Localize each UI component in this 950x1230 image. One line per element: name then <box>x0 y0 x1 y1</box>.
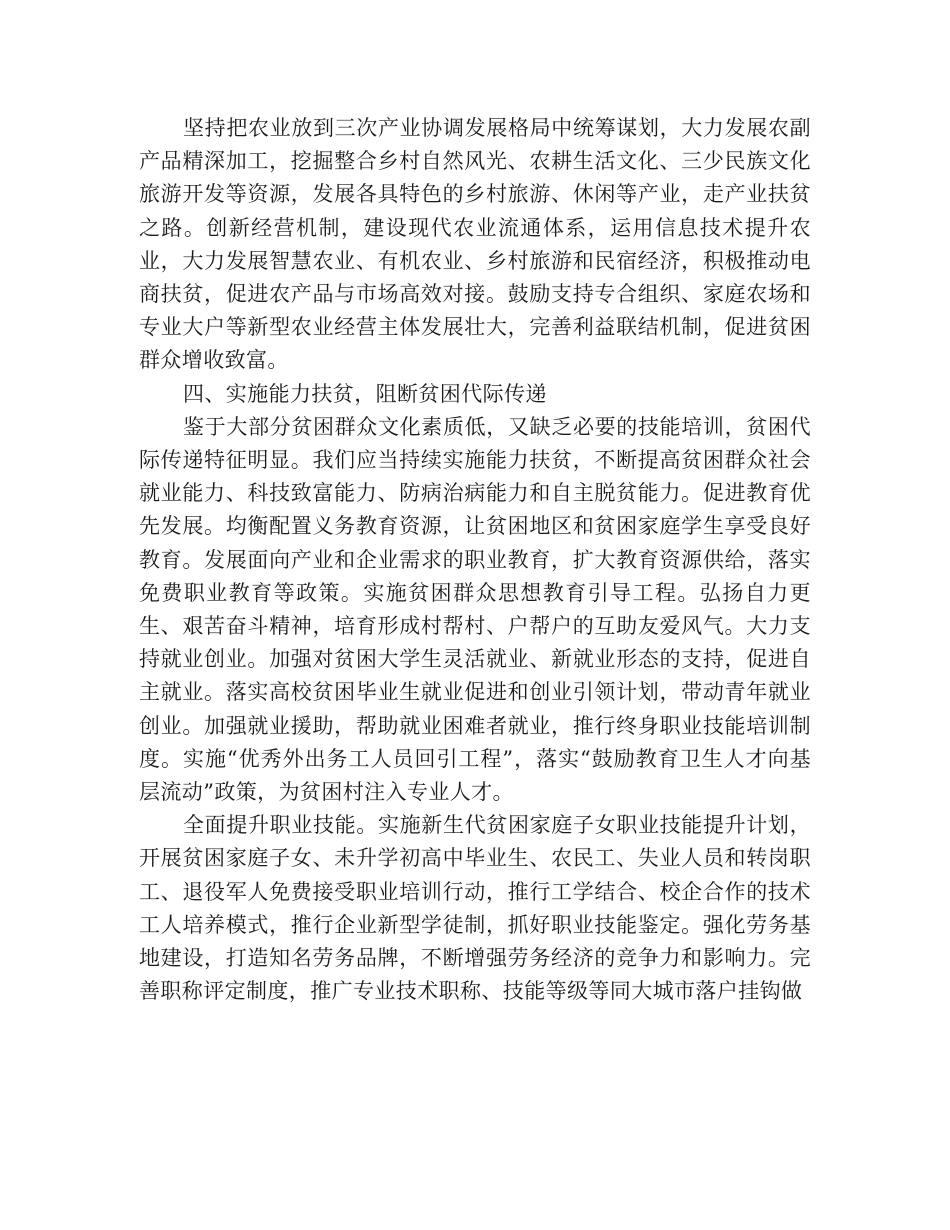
paragraph-capacity: 鉴于大部分贫困群众文化素质低，又缺乏必要的技能培训，贫困代际传递特征明显。我们应当持续实施能力扶贫，不断提高贫困群众社会就业能力、科技致富能力、防病治病能力和自主脱贫能力。促进教育优先发展。均衡配置义务教育资源，让贫困地区和贫困家庭学生享受良好教育。发展面向产业和企业需求的职业教育，扩大教育资源供给，落实免费职业教育等政策。实施贫困群众思想教育引导工程。弘扬自力更生、艰苦奋斗精神，培育形成村帮村、户帮户的互助友爱风气。大力支持就业创业。加强对贫困大学生灵活就业、新就业形态的支持，促进自主就业。落实高校贫困毕业生就业促进和创业引领计划，带动青年就业创业。加强就业援助，帮助就业困难者就业，推行终身职业技能培训制度。实施“优秀外出务工人员回引工程”，落实“鼓励教育卫生人才向基层流动”政策，为贫困村注入专业人才。 <box>139 414 811 805</box>
paragraph-agriculture: 坚持把农业放到三次产业协调发展格局中统筹谋划，大力发展农副产品精深加工，挖掘整合乡村自然风光、农耕生活文化、三少民族文化旅游开发等资源，发展各具特色的乡村旅游、休闲等产业，走产业扶贫之路。创新经营机制，建设现代农业流通体系，运用信息技术提升农业，大力发展智慧农业、有机农业、乡村旅游和民宿经济，积极推动电商扶贫，促进农产品与市场高效对接。鼓励支持专合组织、家庭农场和专业大户等新型农业经营主体发展壮大，完善利益联结机制，促进贫困群众增收致富。 <box>139 116 811 373</box>
paragraph-skills: 全面提升职业技能。实施新生代贫困家庭子女职业技能提升计划，开展贫困家庭子女、未升学初高中毕业生、农民工、失业人员和转岗职工、退役军人免费接受职业培训行动，推行工学结合、校企合作的技术工人培养模式，推行企业新型学徒制，抓好职业技能鉴定。强化劳务基地建设，打造知名劳务品牌，不断增强劳务经济的竞争力和影响力。完善职称评定制度，推广专业技术职称、技能等级等同大城市落户挂钩做 <box>139 813 811 1004</box>
document-page <box>139 112 811 1008</box>
section-heading-4: 四、实施能力扶贫，阻断贫困代际传递 <box>183 381 547 406</box>
